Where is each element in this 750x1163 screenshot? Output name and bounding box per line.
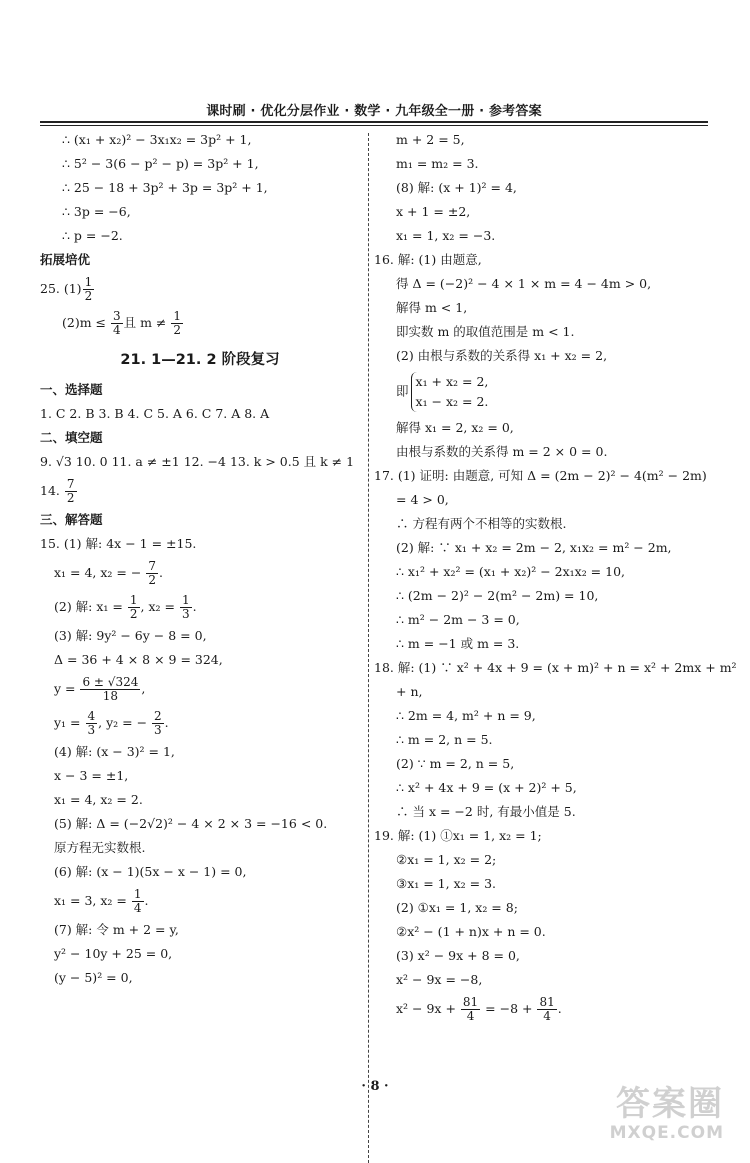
- fill-answers: 9. √3 10. 0 11. a ≠ ±1 12. −4 13. k > 0.5 且 k ≠ 1: [40, 454, 355, 469]
- fraction: [111, 310, 123, 337]
- text-line: ②x₁ = 1, x₂ = 2;: [396, 852, 497, 867]
- denominator: 2: [66, 491, 75, 505]
- page-header: 课时刷 · 优化分层作业 · 数学 · 九年级全一册 · 参考答案: [206, 104, 542, 119]
- text-line: x − 3 = ±1,: [54, 768, 129, 783]
- fraction: [128, 594, 140, 621]
- text-line: (4) 解: (x − 3)² = 1,: [54, 744, 175, 759]
- fraction: [65, 478, 77, 505]
- numerator: 7: [148, 559, 156, 573]
- text-line: 得 Δ = (−2)² − 4 × 1 × m = 4 − 4m > 0,: [396, 276, 652, 291]
- fraction: [537, 996, 556, 1023]
- text-span: = −8 +: [481, 1001, 537, 1016]
- right-column: [374, 128, 737, 1026]
- text-line: (3) 解: 9y² − 6y − 8 = 0,: [54, 628, 207, 643]
- text-line: ∴ x₁² + x₂² = (x₁ + x₂)² − 2x₁x₂ = 10,: [396, 564, 626, 579]
- fraction: [461, 996, 480, 1023]
- text-span: y₁ =: [54, 715, 85, 730]
- text-span: 14.: [40, 483, 64, 498]
- text-span: .: [144, 893, 149, 908]
- left-column: [40, 128, 360, 990]
- text-line: (7) 解: 令 m + 2 = y,: [54, 922, 179, 937]
- text-line: 原方程无实数根.: [54, 840, 146, 855]
- text-line: (2) ①x₁ = 1, x₂ = 8;: [396, 900, 518, 915]
- text-line: (2) 解: ∵ x₁ + x₂ = 2m − 2, x₁x₂ = m² − 2m,: [396, 540, 672, 555]
- text-line: ∴ x² + 4x + 9 = (x + 2)² + 5,: [396, 780, 577, 795]
- text-line: ∴ 方程有两个不相等的实数根.: [396, 516, 567, 531]
- text-line: ∴ m = 2, n = 5.: [396, 732, 493, 747]
- text-span: .: [158, 565, 163, 580]
- equation-line: x₁ + x₂ = 2,: [415, 374, 489, 389]
- fraction: [180, 594, 192, 621]
- text-line: [40, 672, 360, 706]
- section-heading-solve: 三、解答题: [40, 512, 103, 527]
- numerator: 1: [181, 593, 190, 607]
- chapter-title: 21. 1—21. 2 阶段复习: [120, 352, 280, 368]
- text-span: x² − 9x +: [396, 1001, 460, 1016]
- system-of-equations: [374, 372, 708, 412]
- text-line: x + 1 = ±2,: [396, 204, 471, 219]
- text-span: , x₂ =: [140, 599, 179, 614]
- numerator: 7: [66, 477, 75, 491]
- text-span: .: [164, 715, 169, 730]
- text-line: (6) 解: (x − 1)(5x − x − 1) = 0,: [54, 864, 247, 879]
- answer-14: [40, 474, 360, 508]
- text-line: m₁ = m₂ = 3.: [396, 156, 479, 171]
- text-line: + n,: [396, 684, 423, 699]
- answer-25-1: [40, 272, 360, 306]
- text-line: y² − 10y + 25 = 0,: [54, 946, 173, 961]
- text-line: 解得 x₁ = 2, x₂ = 0,: [396, 420, 514, 435]
- denominator: 2: [173, 323, 182, 337]
- text-span: (2) 解: x₁ =: [54, 599, 127, 614]
- text-span: , y₂ = −: [98, 715, 152, 730]
- numerator: 2: [154, 709, 162, 723]
- text-line: ∴ 当 x = −2 时, 有最小值是 5.: [396, 804, 576, 819]
- fraction: [83, 276, 95, 303]
- text-span: x₁ = 4, x₂ = −: [54, 565, 146, 580]
- text-line: 17. (1) 证明: 由题意, 可知 Δ = (2m − 2)² − 4(m² − 2m): [374, 468, 707, 483]
- numerator: 1: [84, 275, 93, 289]
- denominator: 2: [129, 607, 138, 621]
- text-line: (3) x² − 9x + 8 = 0,: [396, 948, 520, 963]
- text-line: ∴ p = −2.: [62, 228, 123, 243]
- numerator: 3: [112, 309, 121, 323]
- column-divider: [368, 133, 369, 1163]
- text-span: y =: [54, 681, 80, 696]
- fraction: [86, 710, 98, 737]
- text-span: .: [557, 1001, 562, 1016]
- denominator: 3: [181, 607, 190, 621]
- fraction: [80, 676, 140, 703]
- text-line: ∴ 3p = −6,: [62, 204, 131, 219]
- answer-25-2: [40, 306, 360, 340]
- numerator: 4: [87, 709, 96, 723]
- header-rule-thin: [40, 125, 708, 126]
- watermark-text: 答案圈: [616, 1084, 724, 1124]
- text-span: x₁ = 3, x₂ =: [54, 893, 131, 908]
- numerator: 81: [462, 995, 479, 1009]
- text-line: [40, 884, 360, 918]
- watermark-logo: [610, 1085, 724, 1143]
- text-line: 15. (1) 解: 4x − 1 = ±15.: [40, 536, 197, 551]
- text-line: Δ = 36 + 4 × 8 × 9 = 324,: [54, 652, 223, 667]
- text-line: (8) 解: (x + 1)² = 4,: [396, 180, 517, 195]
- denominator: 4: [466, 1009, 475, 1023]
- text-span: (2)m ≤: [62, 315, 110, 330]
- numerator: 1: [133, 887, 142, 901]
- text-line: 即实数 m 的取值范围是 m < 1.: [396, 324, 575, 339]
- section-heading-fill: 二、填空题: [40, 430, 103, 445]
- fraction: [152, 710, 164, 737]
- text-line: (5) 解: Δ = (−2√2)² − 4 × 2 × 3 = −16 < 0.: [54, 816, 328, 831]
- numerator: 81: [539, 995, 555, 1009]
- text-line: = 4 > 0,: [396, 492, 449, 507]
- text-line: ∴ 2m = 4, m² + n = 9,: [396, 708, 536, 723]
- denominator: 3: [154, 723, 162, 737]
- text-line: ∴ 5² − 3(6 − p² − p) = 3p² + 1,: [62, 156, 259, 171]
- choice-answers: 1. C 2. B 3. B 4. C 5. A 6. C 7. A 8. A: [40, 406, 270, 421]
- text-line: x₁ = 4, x₂ = 2.: [54, 792, 143, 807]
- fraction: [171, 310, 183, 337]
- denominator: 4: [543, 1009, 551, 1023]
- denominator: 4: [133, 901, 142, 915]
- text-line: [40, 590, 360, 624]
- text-line: 由根与系数的关系得 m = 2 × 0 = 0.: [396, 444, 608, 459]
- numerator: 1: [173, 309, 182, 323]
- brace: [411, 372, 489, 412]
- header-rule-thick: [40, 121, 708, 123]
- text-span: ,: [141, 681, 146, 696]
- text-line: ②x² − (1 + n)x + n = 0.: [396, 924, 546, 939]
- section-heading-extension: 拓展培优: [40, 252, 91, 267]
- watermark-url: MXQE.COM: [609, 1123, 724, 1143]
- text-line: x₁ = 1, x₂ = −3.: [396, 228, 496, 243]
- equation-line: x₁ − x₂ = 2.: [415, 394, 489, 409]
- text-line: (2) ∵ m = 2, n = 5,: [396, 756, 515, 771]
- text-line: ∴ m² − 2m − 3 = 0,: [396, 612, 520, 627]
- text-line: [374, 992, 708, 1026]
- text-line: x² − 9x = −8,: [396, 972, 483, 987]
- numerator: 1: [129, 593, 138, 607]
- denominator: 2: [148, 573, 156, 587]
- text-line: (2) 由根与系数的关系得 x₁ + x₂ = 2,: [396, 348, 608, 363]
- denominator: 4: [112, 323, 121, 337]
- text-line: m + 2 = 5,: [396, 132, 465, 147]
- text-line: 解得 m < 1,: [396, 300, 468, 315]
- section-heading-choice: 一、选择题: [40, 382, 103, 397]
- text-line: ∴ (x₁ + x₂)² − 3x₁x₂ = 3p² + 1,: [62, 132, 252, 147]
- text-line: [40, 706, 360, 740]
- text-span: .: [192, 599, 197, 614]
- fraction: [146, 560, 158, 587]
- text-line: ∴ 25 − 18 + 3p² + 3p = 3p² + 1,: [62, 180, 268, 195]
- text-span: 即: [396, 383, 409, 399]
- text-line: 18. 解: (1) ∵ x² + 4x + 9 = (x + m)² + n = x² + 2mx + m²: [374, 660, 737, 675]
- denominator: 2: [84, 289, 93, 303]
- text-line: ∴ m = −1 或 m = 3.: [396, 636, 520, 651]
- text-line: 16. 解: (1) 由题意,: [374, 252, 482, 267]
- text-line: [40, 556, 360, 590]
- text-line: ∴ (2m − 2)² − 2(m² − 2m) = 10,: [396, 588, 599, 603]
- denominator: 3: [87, 723, 96, 737]
- denominator: 18: [102, 689, 119, 703]
- text-span: 且 m ≠: [123, 315, 171, 330]
- page-number: · 8 ·: [361, 1079, 389, 1094]
- text-line: ③x₁ = 1, x₂ = 3.: [396, 876, 496, 891]
- text-line: (y − 5)² = 0,: [54, 970, 133, 985]
- text-line: 19. 解: (1) ①x₁ = 1, x₂ = 1;: [374, 828, 542, 843]
- numerator: 6 ± √324: [82, 675, 139, 689]
- fraction: [132, 888, 144, 915]
- text-span: 25. (1): [40, 281, 82, 296]
